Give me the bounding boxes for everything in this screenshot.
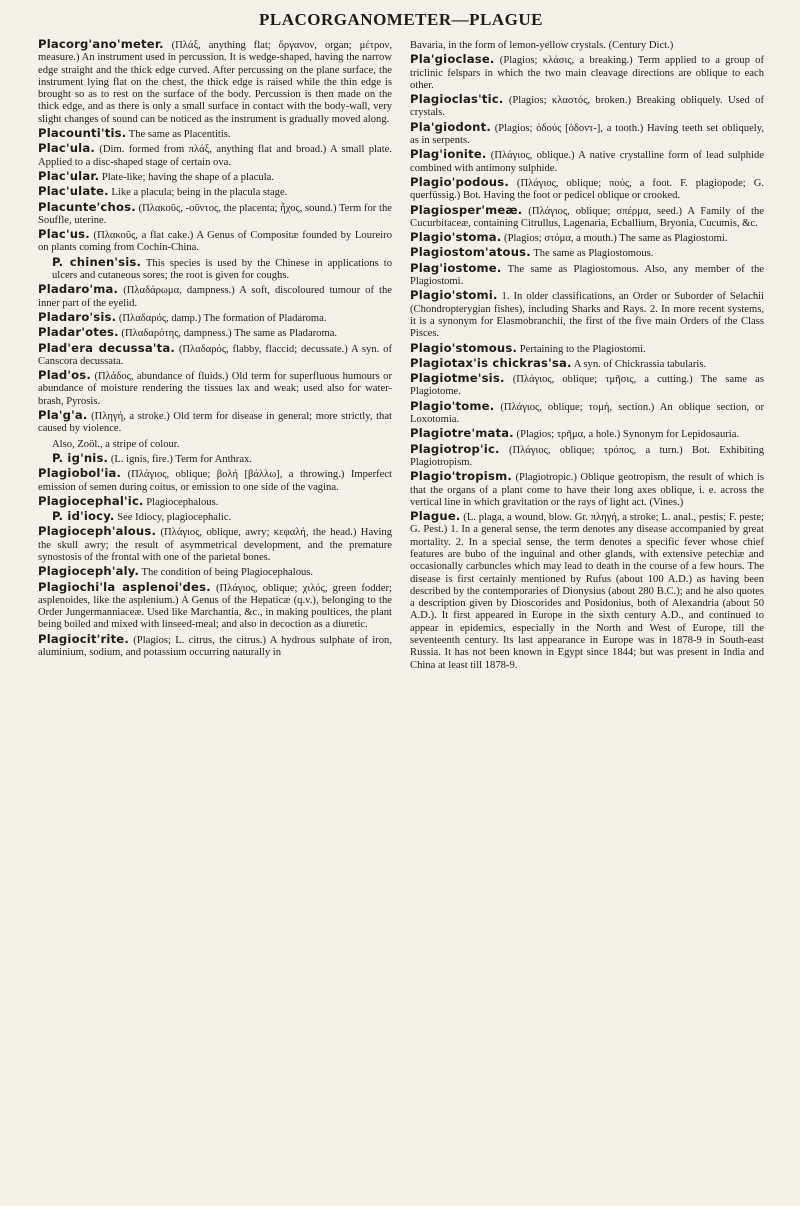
dictionary-entry xyxy=(38,185,392,199)
entry-definition: (Πλαδαρός, damp.) The formation of Pladaroma. xyxy=(116,312,327,324)
entry-definition: (Πλάγιος, oblique; βολή [βάλλω], a throwing.) Imperfect emission of semen during coitus, or emission to one side of the vagina. xyxy=(38,469,392,493)
entry-definition: (Πληγή, a stroke.) Old term for disease in general; more strictly, that caused by violence. xyxy=(38,411,392,435)
entry-definition: The same as Placentitis. xyxy=(126,129,231,141)
dictionary-entry xyxy=(38,565,392,579)
entry-headword: Plagiotrop'ic. xyxy=(410,441,500,456)
entry-definition: (Plagiotropic.) Oblique geotropism, the result of which is that the organs of a plant come to have their long axes oblique, i. e. across the vertical line in which gravitation or the rays of light act. (Vines.) xyxy=(410,472,764,508)
entry-definition: (Πλαδαρός, flabby, flaccid; decussate.) A syn. of Canscora decussata. xyxy=(38,343,392,367)
running-header: PLACORGANOMETER—PLAGUE xyxy=(259,10,543,29)
entry-headword: Plagiostom'atous. xyxy=(410,245,531,260)
entry-headword: Placounti'tis. xyxy=(38,126,127,141)
entry-definition: (Πλάγιος, oblique; τομή, section.) An oblique section, or Loxotomia. xyxy=(410,401,764,426)
entry-headword: Plac'ulate. xyxy=(38,184,109,199)
entry-headword: Plagiosper'meæ. xyxy=(410,202,523,217)
entry-definition: Pertaining to the Plagiostomi. xyxy=(517,343,646,355)
dictionary-entry xyxy=(410,204,764,231)
dictionary-entry xyxy=(410,231,764,245)
dictionary-entry xyxy=(410,262,764,289)
entry-definition: (L. ignis, fire.) Term for Anthrax. xyxy=(108,453,252,465)
entry-definition: See Idiocy, plagiocephalic. xyxy=(114,512,232,524)
dictionary-entry xyxy=(410,443,764,470)
dictionary-entry xyxy=(38,201,392,228)
entry-definition: (Πλάγιος, oblique; χιλός, green fodder; asplenoides, like the asplenium.) A Genus of the Hepaticæ (q.v.), belonging to the Order Jungermanniaceæ. Used like Marchantia, &c., in making poultices, the plant being boiled and mixed with linseed-meal; and also in decoction as a diuretic. xyxy=(38,582,392,631)
dictionary-entry xyxy=(410,53,764,92)
entry-definition: (Πλάγιος, oblique; τρόπος, a turn.) Bot. Exhibiting Plagiotropism. xyxy=(410,444,764,468)
entry-headword: Plagiocit'rite. xyxy=(38,631,129,646)
dictionary-entry xyxy=(38,38,392,126)
entry-headword: P. chinen'sis. xyxy=(52,254,142,269)
entry-headword: Plagioceph'aly. xyxy=(38,564,140,579)
dictionary-entry xyxy=(38,495,392,509)
entry-headword: Plague. xyxy=(410,509,461,524)
entry-headword: Pladaro'ma. xyxy=(38,282,119,297)
entry-headword: Plagiocephal'ic. xyxy=(38,493,144,508)
entry-definition: The same as Plagiostomous. Also, any member of the Plagiostomi. xyxy=(410,263,764,288)
entry-headword: Plagio'stomous. xyxy=(410,340,518,355)
entry-definition: (Πλαδάρωμα, dampness.) A soft, discoloured tumour of the inner part of the eyelid. xyxy=(38,285,392,309)
entry-definition: (Πλάγιος, oblique; πούς, a foot. F. plagiopode; G. querfüssig.) Bot. Having the foot or pedicel oblique or crooked. xyxy=(410,177,764,202)
entry-definition: (Plagios; ὀδούς [ὀδοντ-], a tooth.) Having teeth set obliquely, as in serpents. xyxy=(410,122,764,147)
dictionary-entry xyxy=(410,121,764,148)
right-column xyxy=(410,38,764,673)
entry-definition: Plagiocephalous. xyxy=(143,496,219,508)
entry-headword: Plag'iostome. xyxy=(410,260,502,275)
entry-definition: (Πλαδαρότης, dampness.) The same as Pladaroma. xyxy=(118,328,338,340)
entry-headword: Pla'g'a. xyxy=(38,408,88,423)
dictionary-entry xyxy=(38,525,392,564)
entry-headword: Plagio'podous. xyxy=(410,174,509,189)
entry-definition: The condition of being Plagiocephalous. xyxy=(139,567,314,579)
entry-definition: (Plagios; L. citrus, the citrus.) A hydrous sulphate of iron, aluminium, sodium, and potassium occurring naturally in xyxy=(38,634,392,659)
entry-definition: The same as Plagiostomous. xyxy=(530,248,654,260)
entry-definition: (Plagios; τρῆμα, a hole.) Synonym for Lepidosauria. xyxy=(513,429,740,441)
entry-headword: Placorg'ano'meter. xyxy=(38,37,164,51)
entry-headword: Plagio'stoma. xyxy=(410,230,502,245)
left-column xyxy=(38,38,392,673)
dictionary-entry xyxy=(38,369,392,408)
dictionary-entry xyxy=(410,427,764,441)
entry-headword: Plagiotre'mata. xyxy=(410,426,514,441)
entry-headword: Plagioclas'tic. xyxy=(410,92,504,107)
entry-headword: P. id'iocy. xyxy=(52,509,115,524)
dictionary-entry xyxy=(410,246,764,260)
entry-headword: Pladar'otes. xyxy=(38,325,119,340)
dictionary-entry xyxy=(38,228,392,255)
entry-headword: Plad'os. xyxy=(38,368,92,383)
dictionary-entry xyxy=(410,148,764,175)
entry-headword: Plagioceph'alous. xyxy=(38,524,157,539)
entry-definition: A syn. of Chickrassia tabularis. xyxy=(571,358,707,370)
dictionary-entry xyxy=(38,142,392,169)
entry-definition: (Πλακοῦς, a flat cake.) A Genus of Compositæ founded by Loureiro on plants coming from Cochin-China. xyxy=(38,230,392,254)
entry-definition: Also, Zoöl., a stripe of colour. xyxy=(52,438,180,450)
dictionary-entry xyxy=(410,93,764,120)
entry-definition: (Πλάξ, anything flat; ὄργανον, organ; μέτρον, measure.) An instrument used in percussion. It is wedge-shaped, having the narrow edge straight and the thick edge curved. After percussing on the plane surface, the instrument lying flat on the chest, the thick edge is raised while the thin edge is brought so as to rest on the surface of the body. Percussion is then made on the thick edge, and as there is only a small surface in contact with the body-wall, very slight changes of sound can be noticed as the instrument is gradually moved along. xyxy=(38,40,392,125)
entry-definition: (Πλάγιος, oblique.) A native crystalline form of lead sulphide combined with antimony sulphide. xyxy=(410,150,764,174)
entry-definition: (L. plaga, a wound, blow. Gr. πληγή, a stroke; L. anal., pestis; F. peste; G. Pest.) 1. In a general sense, the term denotes any disease accompanied by great mortality. 2. In a special sense, the term denotes a specific fever whose chief features are bubo of the inguinal and other glands, with extensive petechiæ and occasionally carbuncles which may lead to death in the course of a few hours. The disease is first certainly mentioned by Rufus (about 100 A.D.) as having been described by the contemporaries of Dionysius (about 280 B.C.); and he also quotes a description given by Dioscorides and Posidonius, both of Alexandria (about 50 A.D.). It first appeared in Europe in the sixth century A.D., and continued to appear in epidemics, especially in the North and West of Europe, till the seventeenth century. Its last appearance in Europe was in 1878-9 in South-east Russia. It has not been known in Egypt since 1844; but was present in India and China at least till 1878-9. xyxy=(410,512,764,671)
dictionary-entry xyxy=(410,372,764,399)
entry-definition: (Πλάγιος, oblique; τμῆσις, a cutting.) The same as Plagiotome. xyxy=(410,374,764,398)
entry-headword: Plagiotme'sis. xyxy=(410,371,505,386)
entry-headword: Plagio'stomi. xyxy=(410,288,498,303)
entry-headword: Plac'us. xyxy=(38,227,90,242)
dictionary-entry xyxy=(38,437,392,451)
entry-definition: (Plagios; κλαστός, broken.) Breaking obliquely. Used of crystals. xyxy=(410,95,764,119)
entry-definition: (Πλάγιος, oblique, awry; κεφαλή, the head.) Having the skull awry; the result of asymmetrical development, and the premature synostosis of the frontal with one of the parietal bones. xyxy=(38,527,392,563)
entry-headword: Plagiochi'la asplenoi'des. xyxy=(38,579,211,594)
dictionary-entry xyxy=(410,510,764,672)
entry-definition: (Πλάγιος, oblique; σπέρμα, seed.) A Family of the Cucurbitaceæ, containing Citrullus, Lagenaria, Ecballium, Bryonia, Cucumis, &c. xyxy=(410,205,764,229)
entry-definition: (Plagios; στόμα, a mouth.) The same as Plagiostomi. xyxy=(501,233,728,245)
dictionary-entry xyxy=(38,342,392,369)
dictionary-entry xyxy=(410,289,764,340)
dictionary-entry xyxy=(410,176,764,203)
entry-definition: This species is used by the Chinese in applications to ulcers and cutaneous sores; the root is given for coughs. xyxy=(52,257,392,282)
entry-definition: (Πλάδος, abundance of fluids.) Old term for superfluous humours or abundance of moisture rendering the tissues lax and weak; used also for water-brash, Pyrosis. xyxy=(38,371,392,407)
dictionary-entry xyxy=(38,256,392,283)
entry-definition: Plate-like; having the shape of a placula. xyxy=(99,171,274,183)
dictionary-entry xyxy=(38,170,392,184)
dictionary-entry xyxy=(410,38,764,52)
entry-headword: Plagio'tome. xyxy=(410,398,495,413)
entry-definition: Like a placula; being in the placula stage. xyxy=(108,187,288,199)
entry-headword: Plac'ula. xyxy=(38,141,95,156)
entry-definition: (Πλακοῦς, -οῦντος, the placenta; ἦχος, sound.) Term for the Souffle, uterine. xyxy=(38,202,392,226)
entry-headword: Pla'gioclase. xyxy=(410,52,495,67)
dictionary-entry xyxy=(38,326,392,340)
entry-definition: (Dim. formed from πλάξ, anything flat and broad.) A small plate. Applied to a disc-shaped stage of certain ova. xyxy=(38,144,392,168)
dictionary-entry xyxy=(38,581,392,632)
entry-headword: Plagiobol'ia. xyxy=(38,466,122,481)
dictionary-entry xyxy=(38,510,392,524)
entry-headword: Pla'giodont. xyxy=(410,119,491,134)
entry-definition: (Plagios; κλάσις, a breaking.) Term applied to a group of triclinic felspars in which the two main cleavage directions are oblique to each other. xyxy=(410,55,764,91)
dictionary-entry xyxy=(38,127,392,141)
dictionary-entry xyxy=(38,283,392,310)
columns xyxy=(38,38,764,673)
entry-headword: Plad'era decussa'ta. xyxy=(38,340,176,355)
entry-headword: Plag'ionite. xyxy=(410,147,487,162)
dictionary-entry xyxy=(410,470,764,509)
entry-headword: Plagiotax'is chickras'sa. xyxy=(410,355,572,370)
dictionary-entry xyxy=(38,409,392,436)
dictionary-entry xyxy=(410,400,764,427)
dictionary-entry xyxy=(410,357,764,371)
dictionary-entry xyxy=(410,342,764,356)
entry-definition: Bavaria, in the form of lemon-yellow crystals. (Century Dict.) xyxy=(410,40,674,51)
dictionary-entry xyxy=(38,311,392,325)
entry-headword: Plac'ular. xyxy=(38,168,100,183)
entry-definition: 1. In older classifications, an Order or Suborder of Selachii (Chondropterygian fishes), including Sharks and Rays. 2. In more recent systems, it is a synonym for Elasmobranchii, the first of the five main Orders of the Class Pisces. xyxy=(410,291,764,340)
entry-headword: P. ig'nis. xyxy=(52,450,109,465)
dictionary-entry xyxy=(38,633,392,660)
entry-headword: Plagio'tropism. xyxy=(410,469,512,484)
dictionary-entry xyxy=(38,452,392,466)
dictionary-entry xyxy=(38,467,392,494)
entry-headword: Pladaro'sis. xyxy=(38,309,117,324)
entry-headword: Placunte'chos. xyxy=(38,199,136,214)
